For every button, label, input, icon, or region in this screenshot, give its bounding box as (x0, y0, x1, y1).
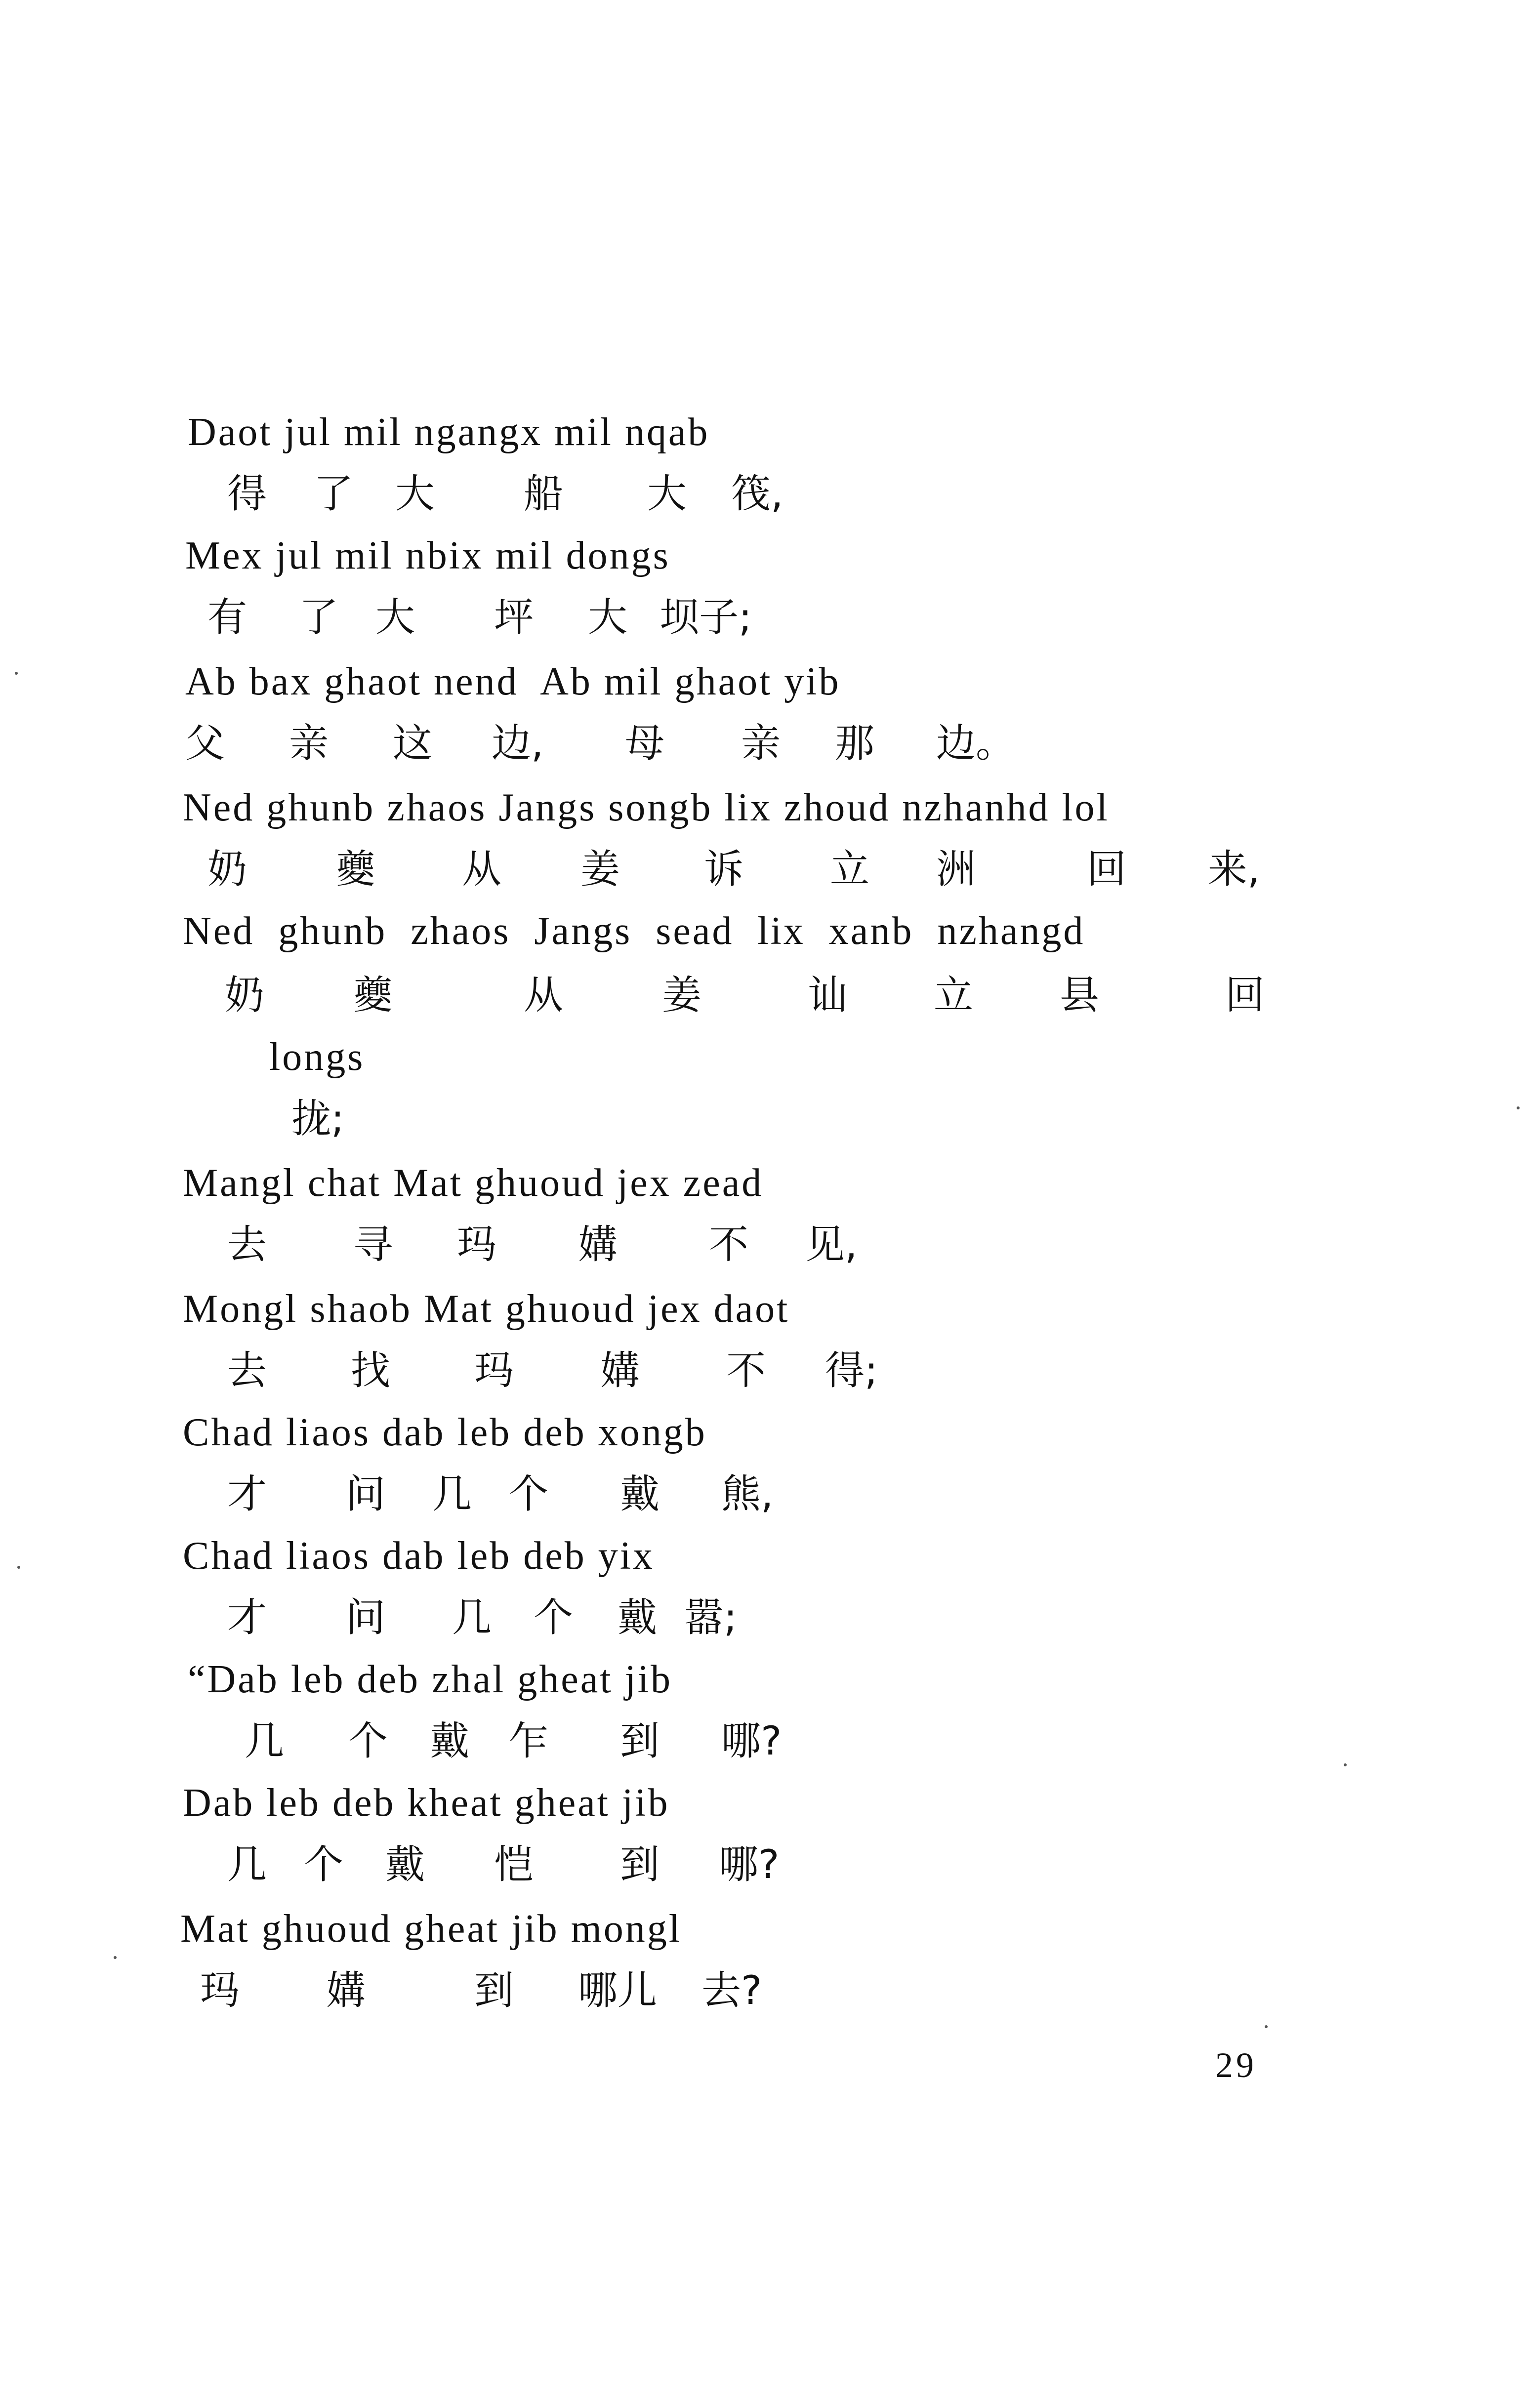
han-word: 个 (534, 1594, 573, 1640)
verse-line-latin: “Dab leb deb zhal gheat jib (188, 1658, 672, 1701)
han-word: 几 (452, 1594, 492, 1640)
han-word: 哪儿 (578, 1967, 657, 2013)
verse-line-han (183, 963, 1265, 1027)
han-word: 父 (185, 720, 225, 766)
han-word: 姜 (662, 972, 702, 1018)
han-word: 几 (227, 1841, 267, 1887)
han-word: 媾 (600, 1347, 640, 1393)
han-word: 媾 (326, 1967, 366, 2013)
han-word: 才 (227, 1594, 267, 1640)
han-word: 洲 (936, 846, 976, 892)
scan-speck (17, 1566, 20, 1569)
han-word: 夔 (336, 846, 375, 892)
han-word: 嚣; (684, 1594, 737, 1640)
verse-line-han (183, 1586, 737, 1650)
han-word: 才 (227, 1471, 267, 1517)
han-word: 了 (299, 594, 338, 640)
han-word: 亲 (289, 720, 329, 766)
han-word: 从 (524, 972, 563, 1018)
han-word: 几 (432, 1471, 472, 1517)
han-word: 不 (726, 1347, 766, 1393)
han-word: 坝子; (660, 594, 752, 640)
verse-line-latin: Mex jul mil nbix mil dongs (185, 534, 670, 577)
han-word: 姜 (580, 846, 620, 892)
han-word: 不 (709, 1222, 748, 1267)
han-word: 奶 (207, 846, 247, 892)
han-word: 筏, (731, 471, 784, 517)
han-word: 来, (1208, 846, 1260, 892)
han-word: 媾 (578, 1222, 618, 1267)
han-word: 玛 (474, 1347, 514, 1393)
han-word: 寻 (353, 1222, 393, 1267)
han-word: 恺 (494, 1841, 534, 1887)
han-word: 回 (1087, 846, 1126, 892)
han-word: 个 (304, 1841, 343, 1887)
han-word: 夔 (353, 972, 393, 1018)
han-word: 坪 (494, 594, 534, 640)
scan-speck (1517, 1106, 1520, 1109)
scan-speck (114, 1956, 117, 1959)
han-word: 边, (492, 720, 544, 766)
han-word: 个 (348, 1718, 388, 1764)
han-word: 大 (588, 594, 627, 640)
han-word: 亲 (741, 720, 781, 766)
verse-line-latin: Daot jul mil ngangx mil nqab (188, 410, 710, 454)
verse-line-latin: Ned ghunb zhaos Jangs sead lix xanb nzhangd (183, 909, 1085, 953)
verse-line-han (183, 1833, 780, 1897)
han-word: 大 (647, 471, 687, 517)
han-word: 个 (509, 1471, 548, 1517)
han-word: 到 (474, 1967, 514, 2013)
han-word: 母 (625, 720, 664, 766)
han-word: 哪? (721, 1718, 782, 1764)
han-word: 玛 (200, 1967, 240, 2013)
han-word: 立 (934, 972, 973, 1018)
verse-line-han (180, 1959, 762, 2023)
han-word: 回 (1225, 972, 1265, 1018)
han-word: 戴 (430, 1718, 469, 1764)
han-word: 去 (227, 1347, 267, 1393)
han-word: 玛 (457, 1222, 496, 1267)
han-word: 船 (524, 471, 563, 517)
verse-line-latin: Ned ghunb zhaos Jangs songb lix zhoud nzhanhd lol (183, 786, 1110, 829)
verse-line-han (185, 585, 752, 650)
scan-speck (15, 672, 18, 675)
verse-line-latin: Mat ghuoud gheat jib mongl (180, 1907, 682, 1951)
verse-line-latin: Chad liaos dab leb deb xongb (183, 1411, 707, 1454)
han-word: 讪 (808, 972, 847, 1018)
han-word: 问 (346, 1471, 385, 1517)
han-word: 乍 (509, 1718, 548, 1764)
han-word: 县 (1060, 972, 1099, 1018)
han-word: 问 (346, 1594, 385, 1640)
verse-line-latin: Mongl shaob Mat ghuoud jex daot (183, 1287, 790, 1331)
han-word: 到 (620, 1718, 660, 1764)
han-word: 哪? (719, 1841, 780, 1887)
han-word: 去 (227, 1222, 267, 1267)
han-word: 立 (830, 846, 869, 892)
verse-line-han (183, 1213, 858, 1277)
han-word: 得; (825, 1347, 878, 1393)
han-word: 拢; (291, 1096, 344, 1142)
han-word: 戴 (618, 1594, 657, 1640)
han-word: 见, (805, 1222, 858, 1267)
han-word: 戴 (620, 1471, 660, 1517)
han-word: 这 (393, 720, 432, 766)
verse-line-latin: Mangl chat Mat ghuoud jex zead (183, 1161, 764, 1205)
han-word: 边。 (936, 720, 1015, 766)
verse-line-latin: Dab leb deb kheat gheat jib (183, 1781, 670, 1825)
han-word: 奶 (225, 972, 264, 1018)
verse-line-han (183, 1462, 774, 1526)
verse-line-latin: Ab bax ghaot nend Ab mil ghaot yib (185, 660, 841, 703)
han-word: 那 (835, 720, 874, 766)
verse-line-latin: Chad liaos dab leb deb yix (183, 1534, 655, 1578)
verse-line-han (185, 711, 1015, 775)
verse-line-han (183, 837, 1260, 901)
han-word: 大 (395, 471, 435, 517)
han-word: 去? (702, 1967, 762, 2013)
han-word: 戴 (385, 1841, 425, 1887)
han-word: 从 (462, 846, 501, 892)
page-number: 29 (1215, 2045, 1257, 2085)
han-word: 得 (227, 471, 267, 517)
verse-line-han (188, 1709, 782, 1773)
han-word: 找 (351, 1347, 390, 1393)
han-word: 诉 (704, 846, 743, 892)
han-word: 几 (245, 1718, 284, 1764)
verse-line-han (188, 462, 784, 526)
han-word: 大 (375, 594, 415, 640)
han-word: 熊, (721, 1471, 774, 1517)
scan-speck (1344, 1763, 1347, 1766)
han-word: 有 (207, 594, 247, 640)
verse-line-latin: longs (269, 1035, 365, 1079)
verse-line-han (183, 1339, 878, 1403)
han-word: 到 (620, 1841, 660, 1887)
han-word: 了 (314, 471, 353, 517)
scan-speck (1265, 2025, 1268, 2028)
verse-line-han (269, 1087, 344, 1151)
